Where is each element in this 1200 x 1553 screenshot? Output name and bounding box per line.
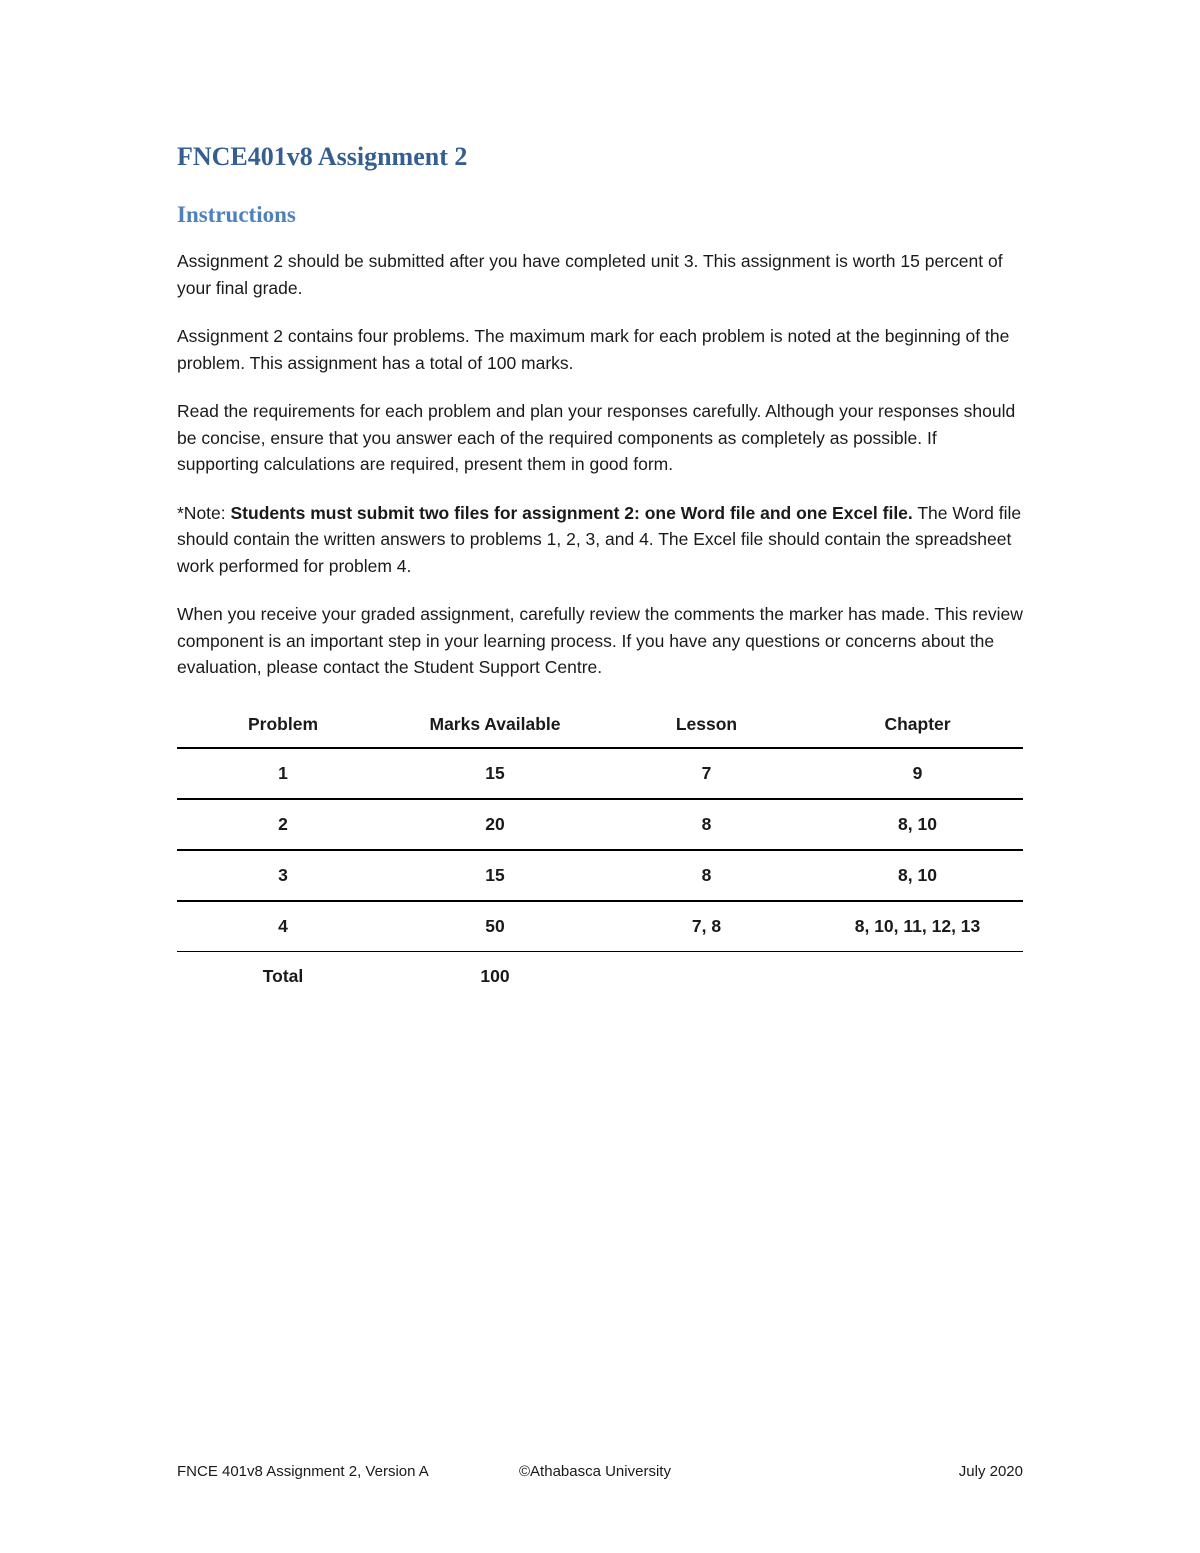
header-marks-available: Marks Available [389,703,601,748]
cell-chapter: 9 [812,748,1023,799]
total-chapter [812,951,1023,1002]
cell-problem: 3 [177,850,389,901]
table-row [177,850,1023,901]
header-problem: Problem [177,703,389,748]
cell-lesson: 7, 8 [601,901,812,952]
table-header-row [177,703,1023,748]
table-row [177,748,1023,799]
header-chapter: Chapter [812,703,1023,748]
marks-table [177,703,1023,1002]
paragraph-problems: Assignment 2 contains four problems. The maximum mark for each problem is noted at the beginning of the problem. This assignment has a total of 100 marks. [177,326,1010,373]
table-row [177,901,1023,952]
cell-problem: 4 [177,901,389,952]
paragraph-requirements: Read the requirements for each problem and plan your responses carefully. Although your responses should be concise, ensure that you answer each of the required components as completely as possible. If supporting calculations are required, present them in good form. [177,401,1016,474]
paragraph-review: When you receive your graded assignment, carefully review the comments the marker has made. This review component is an important step in your learning process. If you have any questions or concerns about the evaluation, please contact the Student Support Centre. [177,604,1023,677]
cell-chapter: 8, 10, 11, 12, 13 [812,901,1023,952]
cell-problem: 2 [177,799,389,850]
cell-marks: 15 [389,850,601,901]
note-bold: Students must submit two files for assignment 2: one Word file and one Excel file. [230,502,913,523]
cell-lesson: 7 [601,748,812,799]
page-content [177,140,1023,1002]
total-lesson [601,951,812,1002]
cell-marks: 20 [389,799,601,850]
header-lesson: Lesson [601,703,812,748]
cell-lesson: 8 [601,799,812,850]
cell-chapter: 8, 10 [812,799,1023,850]
footer-copyright: ©Athabasca University [519,1463,671,1480]
note-prefix: *Note: [177,502,231,523]
cell-marks: 50 [389,901,601,952]
document-title: FNCE401v8 Assignment 2 [177,142,468,171]
total-label: Total [262,966,304,986]
instructions-heading: Instructions [177,202,296,227]
table-row [177,799,1023,850]
paragraph-note [177,500,1023,580]
cell-problem: 1 [177,748,389,799]
cell-chapter: 8, 10 [812,850,1023,901]
note-rest: The Word file should contain the written answers to problems 1, 2, 3, and 4. The Excel file should contain the spreadsheet work performed for problem 4. [177,502,1022,576]
cell-marks: 15 [389,748,601,799]
footer-course-version: FNCE 401v8 Assignment 2, Version A [177,1463,429,1480]
total-marks: 100 [480,966,510,986]
table-total-row [177,951,1023,1002]
paragraph-submission: Assignment 2 should be submitted after you have completed unit 3. This assignment is worth 15 percent of your final grade. [177,251,1003,298]
cell-lesson: 8 [601,850,812,901]
footer-date: July 2020 [958,1463,1023,1480]
